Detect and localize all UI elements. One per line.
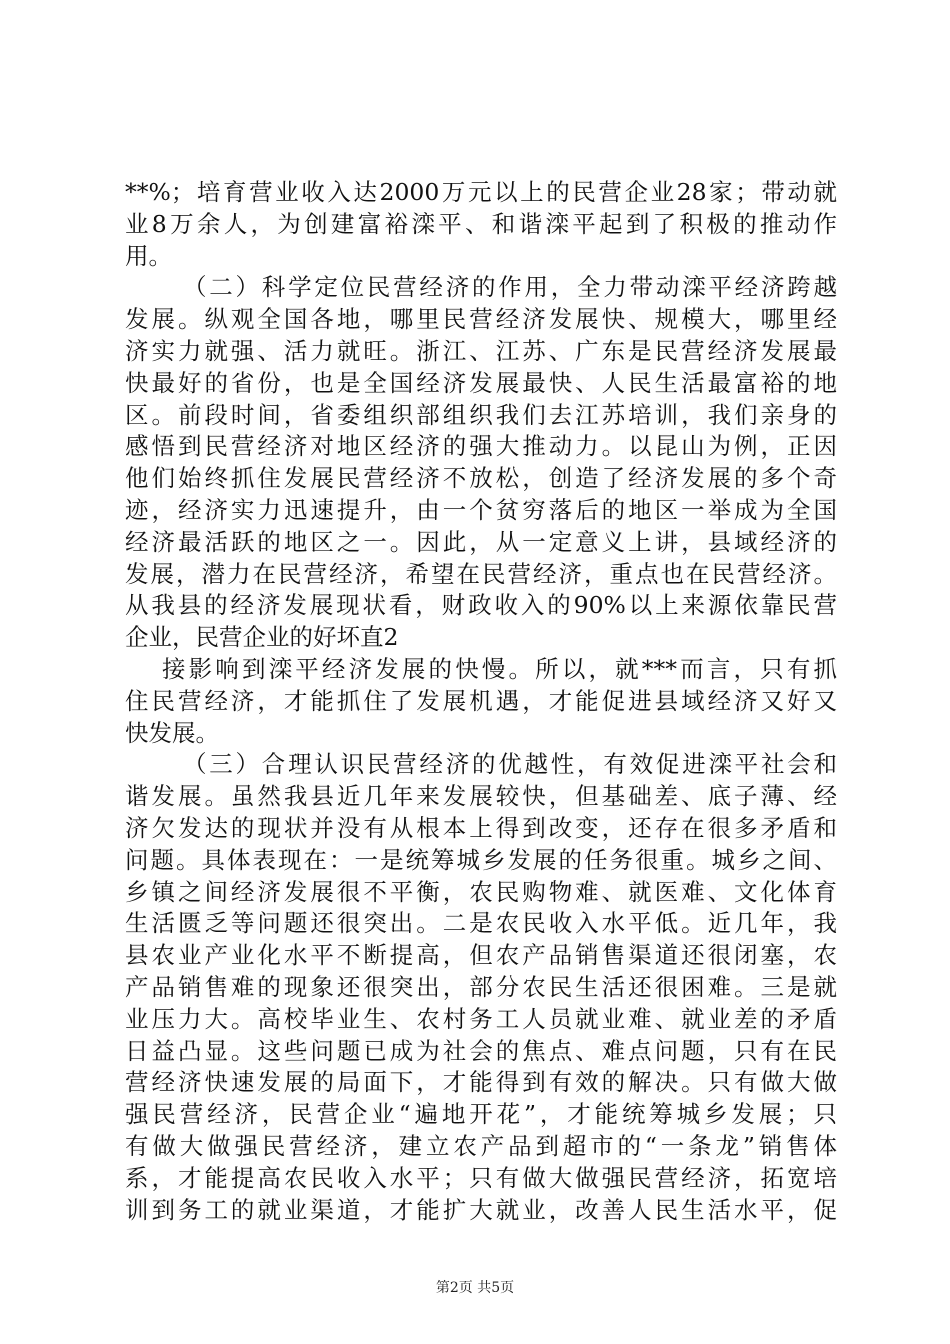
text-line: 区。前段时间，省委组织部组织我们去江苏培训，我们亲身的	[125, 400, 837, 429]
text-line: 感悟到民营经济对地区经济的强大推动力。以昆山为例，正因	[125, 432, 837, 461]
text-line: 发展。纵观全国各地，哪里民营经济发展快、规模大，哪里经	[125, 305, 837, 334]
text-line: 有做大做强民营经济，建立农产品到超市的“一条龙”销售体	[125, 1131, 837, 1160]
text-line: 产品销售难的现象还很突出，部分农民生活还很困难。三是就	[125, 972, 837, 1001]
text-line: 系，才能提高农民收入水平；只有做大做强民营经济，拓宽培	[125, 1163, 837, 1192]
text-line: 住民营经济，才能抓住了发展机遇，才能促进县域经济又好又	[125, 686, 837, 715]
text-line: 发展，潜力在民营经济，希望在民营经济，重点也在民营经济。	[125, 559, 837, 588]
text-line: 济实力就强、活力就旺。浙江、江苏、广东是民营经济发展最	[125, 336, 837, 365]
text-line: 快最好的省份，也是全国经济发展最快、人民生活最富裕的地	[125, 368, 837, 397]
body-text	[125, 177, 837, 1226]
text-line: 济欠发达的现状并没有从根本上得到改变，还存在很多矛盾和	[125, 813, 837, 842]
page-footer: 第2页 共5页	[435, 1280, 515, 1296]
text-line: 营经济快速发展的局面下，才能得到有效的解决。只有做大做	[125, 1068, 837, 1097]
text-line: 谐发展。虽然我县近几年来发展较快，但基础差、底子薄、经	[125, 782, 837, 811]
text-line: 生活匮乏等问题还很突出。二是农民收入水平低。近几年，我	[125, 909, 837, 938]
text-line: 县农业产业化水平不断提高，但农产品销售渠道还很闭塞，农	[125, 941, 837, 970]
text-line: 乡镇之间经济发展很不平衡，农民购物难、就医难、文化体育	[125, 877, 837, 906]
text-line: 快发展。	[125, 718, 219, 747]
text-line: 接影响到滦平经济发展的快慢。所以，就***而言，只有抓	[162, 654, 837, 683]
text-line: **%；培育营业收入达2000万元以上的民营企业28家；带动就	[125, 178, 837, 206]
text-line: 经济最活跃的地区之一。因此，从一定意义上讲，县域经济的	[125, 527, 837, 556]
text-line: 企业，民营企业的好坏直2	[125, 623, 399, 652]
text-line: 日益凸显。这些问题已成为社会的焦点、难点问题，只有在民	[125, 1036, 837, 1065]
text-line: 问题。具体表现在：一是统筹城乡发展的任务很重。城乡之间、	[125, 845, 837, 874]
text-line: 迹，经济实力迅速提升，由一个贫穷落后的地区一举成为全国	[125, 495, 837, 524]
text-line: 强民营经济，民营企业“遍地开花”，才能统筹城乡发展；只	[125, 1100, 837, 1129]
text-line: 业8万余人，为创建富裕滦平、和谐滦平起到了积极的推动作	[125, 209, 837, 238]
text-line: 用。	[125, 241, 172, 270]
paragraph-heading-line: （二）科学定位民营经济的作用，全力带动滦平经济跨越	[183, 273, 837, 302]
text-line: 他们始终抓住发展民营经济不放松，创造了经济发展的多个奇	[125, 464, 837, 493]
text-line: 训到务工的就业渠道，才能扩大就业，改善人民生活水平，促	[125, 1195, 837, 1224]
paragraph-heading-line: （三）合理认识民营经济的优越性，有效促进滦平社会和	[183, 750, 837, 779]
text-line: 业压力大。高校毕业生、农村务工人员就业难、就业差的矛盾	[125, 1004, 837, 1033]
text-line: 从我县的经济发展现状看，财政收入的90%以上来源依靠民营	[125, 591, 837, 620]
